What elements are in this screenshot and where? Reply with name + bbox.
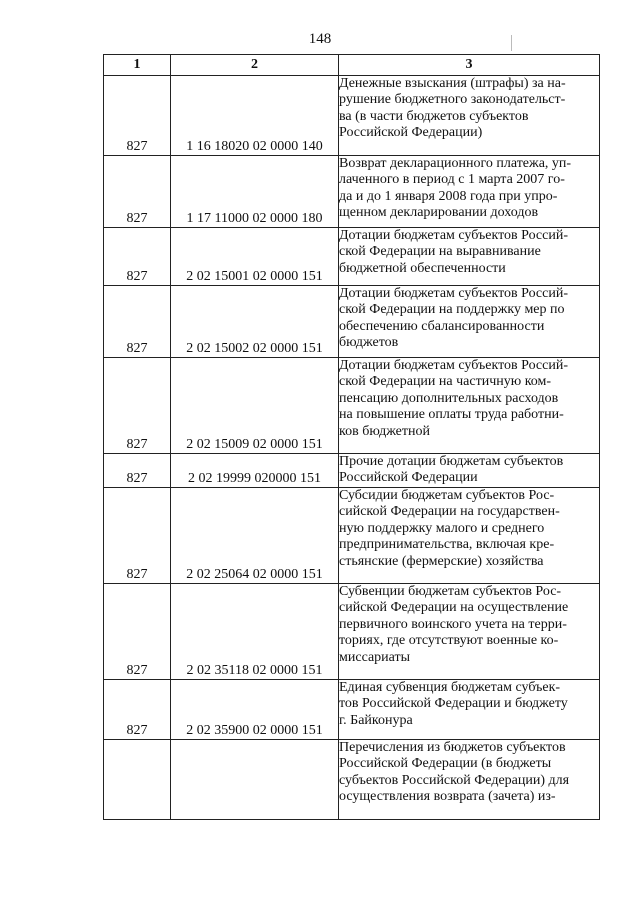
budget-code-cell: 2 02 35900 02 0000 151 <box>171 680 339 740</box>
table-row <box>104 740 600 820</box>
table-row <box>104 286 600 358</box>
table-row <box>104 358 600 454</box>
description-line: ва (в части бюджетов субъектов <box>339 108 529 124</box>
description-line: бюджетов <box>339 335 399 351</box>
header-col-1: 1 <box>104 55 171 76</box>
description-line: на повышение оплаты труда работни- <box>339 407 564 423</box>
description-line: ской Федерации на выравнивание <box>339 244 541 260</box>
description-line: Субсидии бюджетам субъектов Рос- <box>339 488 555 503</box>
description-cell <box>339 584 600 680</box>
description-line: ской Федерации на поддержку мер по <box>339 302 565 318</box>
description-line: г. Байконура <box>339 712 413 728</box>
description-line: миссариаты <box>339 649 411 665</box>
scan-mark <box>511 35 512 51</box>
description-line: бюджетной обеспеченности <box>339 260 506 276</box>
description-line: предпринимательства, включая кре- <box>339 537 555 553</box>
description-line: Субвенции бюджетам субъектов Рос- <box>339 584 562 599</box>
description-line: обеспечению сбалансированности <box>339 318 545 334</box>
table-row <box>104 156 600 228</box>
budget-code-cell: 2 02 35118 02 0000 151 <box>171 584 339 680</box>
description-cell <box>339 76 600 156</box>
admin-code-cell: 827 <box>104 488 171 584</box>
description-line: Российской Федерации) <box>339 125 483 141</box>
description-line: ную поддержку малого и среднего <box>339 520 545 536</box>
description-line: Прочие дотации бюджетам субъектов <box>339 454 564 469</box>
description-line: Дотации бюджетам субъектов Россий- <box>339 228 568 243</box>
budget-code-cell: 2 02 15002 02 0000 151 <box>171 286 339 358</box>
admin-code-cell: 827 <box>104 584 171 680</box>
table-row <box>104 488 600 584</box>
description-line: Денежные взыскания (штрафы) за на- <box>339 76 566 91</box>
description-cell <box>339 228 600 286</box>
admin-code-cell: 827 <box>104 358 171 454</box>
budget-code-cell: 2 02 25064 02 0000 151 <box>171 488 339 584</box>
description-line: Дотации бюджетам субъектов Россий- <box>339 286 568 301</box>
header-col-2: 2 <box>171 55 339 76</box>
description-line: Дотации бюджетам субъектов Россий- <box>339 358 568 373</box>
description-line: Единая субвенция бюджетам субъек- <box>339 680 561 695</box>
table-row <box>104 584 600 680</box>
description-line: ков бюджетной <box>339 423 430 439</box>
description-cell <box>339 740 600 820</box>
admin-code-cell: 827 <box>104 454 171 488</box>
description-line: ской Федерации на частичную ком- <box>339 374 552 390</box>
description-line: Перечисления из бюджетов субъектов <box>339 740 566 755</box>
description-line: пенсацию дополнительных расходов <box>339 390 559 406</box>
description-line: Российской Федерации <box>339 470 478 486</box>
description-line: субъектов Российской Федерации) для <box>339 772 570 788</box>
revenue-codes-table <box>103 54 600 820</box>
admin-code-cell: 827 <box>104 76 171 156</box>
table-row <box>104 454 600 488</box>
description-cell <box>339 488 600 584</box>
header-row <box>104 55 600 76</box>
description-line: стьянские (фермерские) хозяйства <box>339 553 544 569</box>
description-line: сийской Федерации на осуществление <box>339 600 569 616</box>
description-line: Возврат декларационного платежа, уп- <box>339 156 572 171</box>
budget-code-cell: 2 02 15001 02 0000 151 <box>171 228 339 286</box>
admin-code-cell: 827 <box>104 680 171 740</box>
header-col-3: 3 <box>339 55 600 76</box>
description-line: рушение бюджетного законодательст- <box>339 92 566 108</box>
admin-code-cell: 827 <box>104 156 171 228</box>
description-line: Российской Федерации (в бюджеты <box>339 756 552 772</box>
admin-code-cell: 827 <box>104 286 171 358</box>
budget-code-cell: 2 02 15009 02 0000 151 <box>171 358 339 454</box>
description-line: щенном декларировании доходов <box>339 205 539 221</box>
description-cell <box>339 680 600 740</box>
page-number: 148 <box>308 31 332 47</box>
description-cell <box>339 286 600 358</box>
description-line: да и до 1 января 2008 года при упро- <box>339 188 558 204</box>
table-row <box>104 680 600 740</box>
description-line: первичного воинского учета на терри- <box>339 616 567 632</box>
description-cell <box>339 454 600 488</box>
budget-code-cell: 1 17 11000 02 0000 180 <box>171 156 339 228</box>
table-row <box>104 76 600 156</box>
table-row <box>104 228 600 286</box>
description-line: осуществления возврата (зачета) из- <box>339 789 556 805</box>
admin-code-cell <box>104 740 171 820</box>
description-line: тов Российской Федерации и бюджету <box>339 696 568 712</box>
admin-code-cell: 827 <box>104 228 171 286</box>
description-cell <box>339 358 600 454</box>
description-line: ториях, где отсутствуют военные ко- <box>339 633 559 649</box>
budget-code-cell <box>171 740 339 820</box>
budget-code-cell: 1 16 18020 02 0000 140 <box>171 76 339 156</box>
description-line: лаченного в период с 1 марта 2007 го- <box>339 172 565 188</box>
budget-code-cell: 2 02 19999 020000 151 <box>171 454 339 488</box>
description-line: сийской Федерации на государствен- <box>339 504 560 520</box>
description-cell <box>339 156 600 228</box>
